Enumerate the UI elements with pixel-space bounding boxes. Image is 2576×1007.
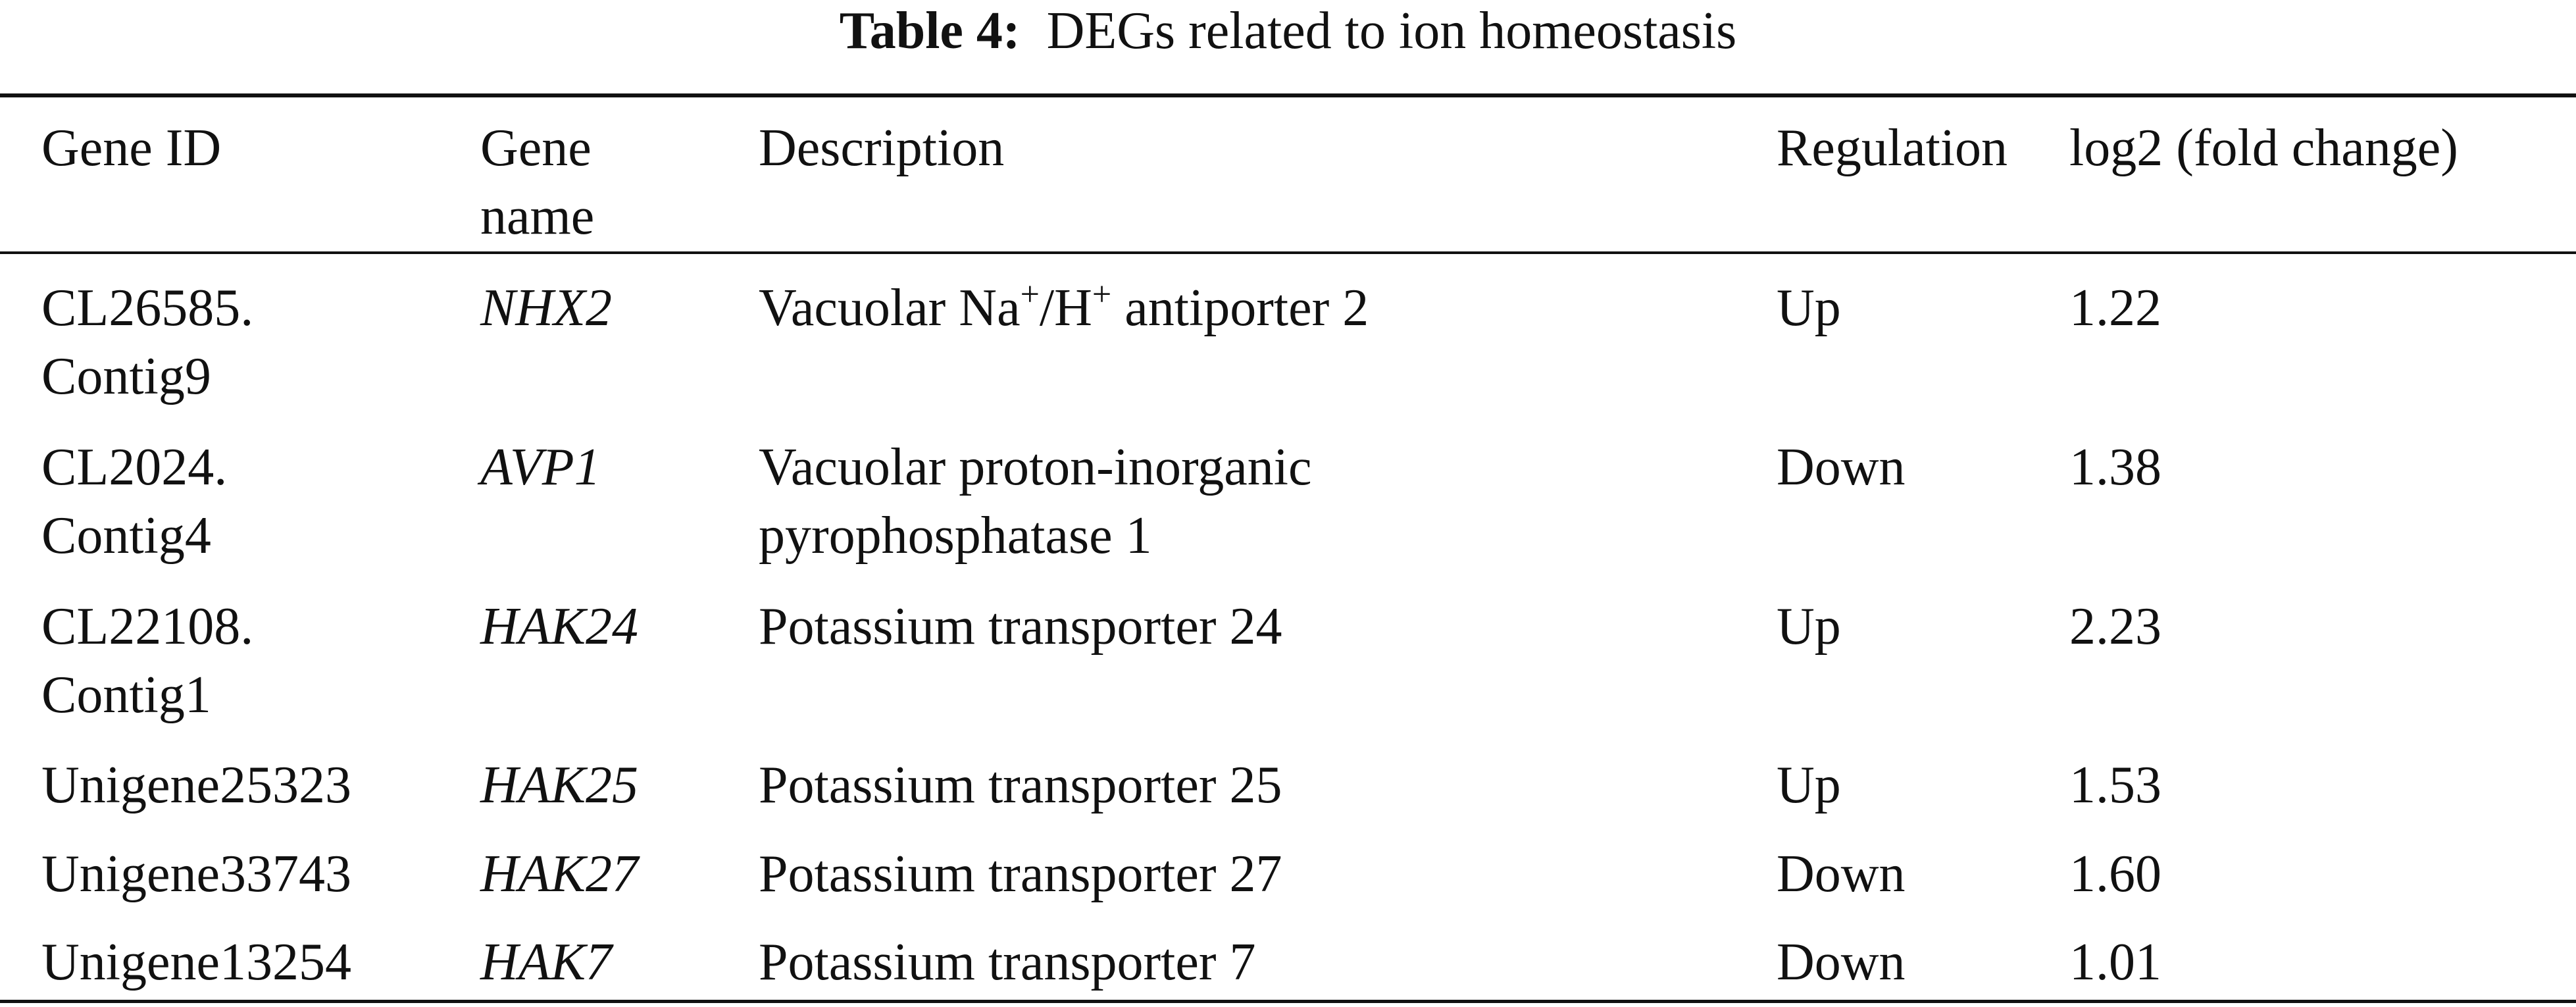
table-row-3-gene-id [41, 592, 253, 729]
description-line1: Vacuolar proton-inorganic [759, 438, 1312, 496]
table-row-1-gene-id [41, 274, 253, 411]
header-description: Description [759, 119, 1005, 177]
table-row-5-gene-name: HAK27 [480, 845, 638, 903]
table-row-6-gene-name: HAK7 [480, 933, 612, 991]
header-regulation: Regulation [1777, 119, 2008, 177]
table-row-2-gene-name: AVP1 [480, 438, 601, 496]
gene-id-line2: Contig1 [41, 666, 211, 724]
table-row-2-regulation: Down [1777, 438, 1906, 496]
table-row-6-gene-id: Unigene13254 [41, 933, 352, 991]
table-header-rule [0, 251, 2576, 254]
description-part: Vacuolar Na [759, 279, 1021, 337]
table-title: DEGs related to ion homeostasis [1046, 2, 1737, 60]
header-gene-id: Gene ID [41, 119, 222, 177]
gene-id-line2: Contig9 [41, 348, 211, 405]
table-row-1-log2: 1.22 [2069, 279, 2161, 337]
description-part: /H [1039, 279, 1092, 337]
table-row-2-description [759, 433, 1311, 570]
table-row-4-description: Potassium transporter 25 [759, 756, 1282, 814]
table-top-rule [0, 93, 2576, 97]
superscript-plus: + [1020, 276, 1040, 313]
table-row-5-regulation: Down [1777, 845, 1906, 903]
table-caption [0, 0, 2576, 66]
table-row-4-log2: 1.53 [2069, 756, 2161, 814]
table-row-1-description [759, 274, 1369, 342]
table-row-6-log2: 1.01 [2069, 933, 2161, 991]
table-row-6-description: Potassium transporter 7 [759, 933, 1256, 991]
table-row-2-gene-id [41, 433, 227, 570]
table-row-3-gene-name: HAK24 [480, 598, 638, 656]
table-row-4-regulation: Up [1777, 756, 1841, 814]
header-gene-name-line1: Gene [480, 119, 592, 177]
header-log2-fold-change: log2 (fold change) [2069, 119, 2458, 177]
gene-id-line1: CL22108. [41, 598, 254, 656]
superscript-plus: + [1092, 276, 1112, 313]
table-row-6-regulation: Down [1777, 933, 1906, 991]
gene-id-line1: CL2024. [41, 438, 228, 496]
table-row-5-gene-id: Unigene33743 [41, 845, 352, 903]
gene-id-line2: Contig4 [41, 507, 211, 565]
table-label: Table 4: [839, 2, 1021, 60]
table-row-3-regulation: Up [1777, 598, 1841, 656]
table-bottom-rule [0, 1000, 2576, 1003]
table-row-1-gene-name: NHX2 [480, 279, 612, 337]
table-row-4-gene-name: HAK25 [480, 756, 638, 814]
gene-id-line1: CL26585. [41, 279, 254, 337]
table-row-3-log2: 2.23 [2069, 598, 2161, 656]
description-line2: pyrophosphatase 1 [759, 507, 1152, 565]
table-row-1-regulation: Up [1777, 279, 1841, 337]
table-row-2-log2: 1.38 [2069, 438, 2161, 496]
table-row-3-description: Potassium transporter 24 [759, 598, 1282, 656]
header-gene-name-line2: name [480, 188, 595, 245]
table-row-5-log2: 1.60 [2069, 845, 2161, 903]
header-gene-name [480, 114, 594, 251]
description-part: antiporter 2 [1111, 279, 1369, 337]
table-row-4-gene-id: Unigene25323 [41, 756, 352, 814]
table-row-5-description: Potassium transporter 27 [759, 845, 1282, 903]
